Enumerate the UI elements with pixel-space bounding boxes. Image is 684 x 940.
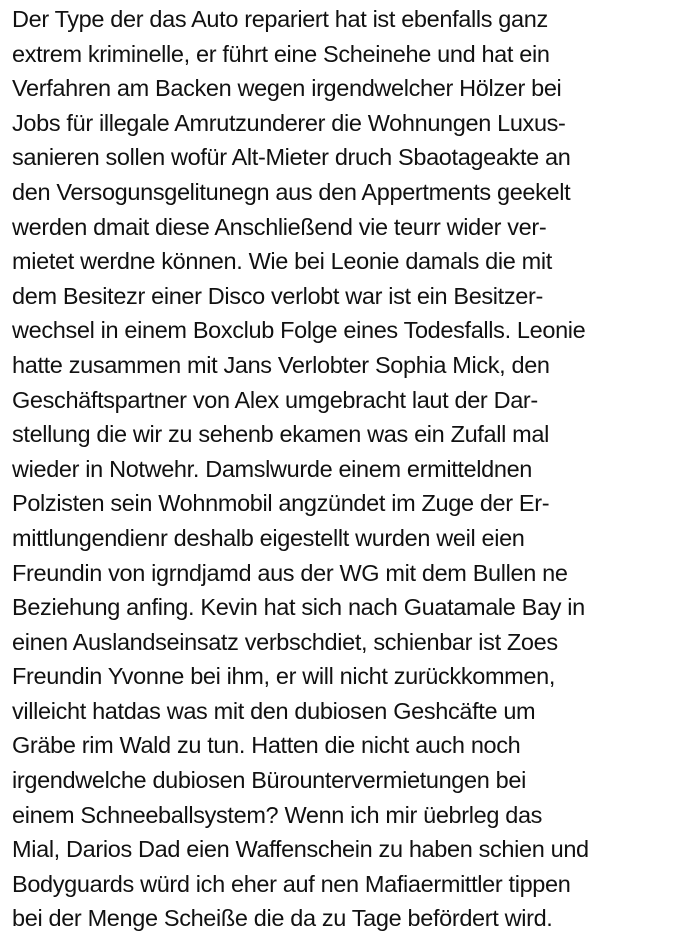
text-line: Geschäftspartner von Alex umgebracht laut der Dar- (12, 386, 538, 413)
text-line: werden dmait diese Anschließend vie teurr wider ver- (12, 213, 547, 240)
text-line: Der Type der das Auto repariert hat ist ebenfalls ganz (12, 6, 548, 32)
text-line: Mial, Darios Dad eien Waffenschein zu haben schien und (12, 836, 589, 863)
text-line: Freundin Yvonne bei ihm, er will nicht zurückkommen, (12, 663, 556, 690)
text-line: den Versogunsgelitunegn aus den Appertments geekelt (12, 178, 571, 205)
text-line: Jobs für illegale Amrutzunderer die Wohnungen Luxus- (12, 109, 566, 136)
text-line: bei der Menge Scheiße die da zu Tage befördert wird. (12, 905, 553, 932)
text-line: wieder in Notwehr. Damslwurde einem ermitteldnen (12, 455, 533, 482)
text-line: einen Auslandseinsatz verbschdiet, schienbar ist Zoes (12, 628, 558, 655)
text-line: extrem kriminelle, er führt eine Scheinehe und hat ein (12, 40, 550, 67)
text-line: einem Schneeballsystem? Wenn ich mir üebrleg das (12, 801, 543, 828)
text-line: Gräbe rim Wald zu tun. Hatten die nicht auch noch (12, 732, 521, 759)
text-line: dem Besitezr einer Disco verlobt war ist ein Besitzer- (12, 282, 543, 309)
text-line: hatte zusammen mit Jans Verlobter Sophia Mick, den (12, 351, 550, 378)
body-paragraph (12, 2, 680, 936)
text-line: Verfahren am Backen wegen irgendwelcher Hölzer bei (12, 75, 562, 102)
text-line: mietet werdne können. Wie bei Leonie damals die mit (12, 248, 552, 275)
text-line: villeicht hatdas was mit den dubiosen Geshcäfte um (12, 697, 536, 724)
text-line: mittlungendienr deshalb eigestellt wurden weil eien (12, 524, 525, 551)
text-line: Beziehung anfing. Kevin hat sich nach Guatamale Bay in (12, 594, 585, 621)
text-line: Bodyguards würd ich eher auf nen Mafiaermittler tippen (12, 870, 571, 897)
text-line: sanieren sollen wofür Alt-Mieter druch Sbaotageakte an (12, 144, 571, 171)
text-line: Freundin von igrndjamd aus der WG mit dem Bullen ne (12, 559, 568, 586)
text-line: Polzisten sein Wohnmobil angzündet im Zuge der Er- (12, 490, 550, 517)
text-line: stellung die wir zu sehenb ekamen was ein Zufall mal (12, 421, 549, 448)
text-line: wechsel in einem Boxclub Folge eines Todesfalls. Leonie (12, 317, 586, 344)
text-line: irgendwelche dubiosen Bürountervermietungen bei (12, 767, 526, 794)
